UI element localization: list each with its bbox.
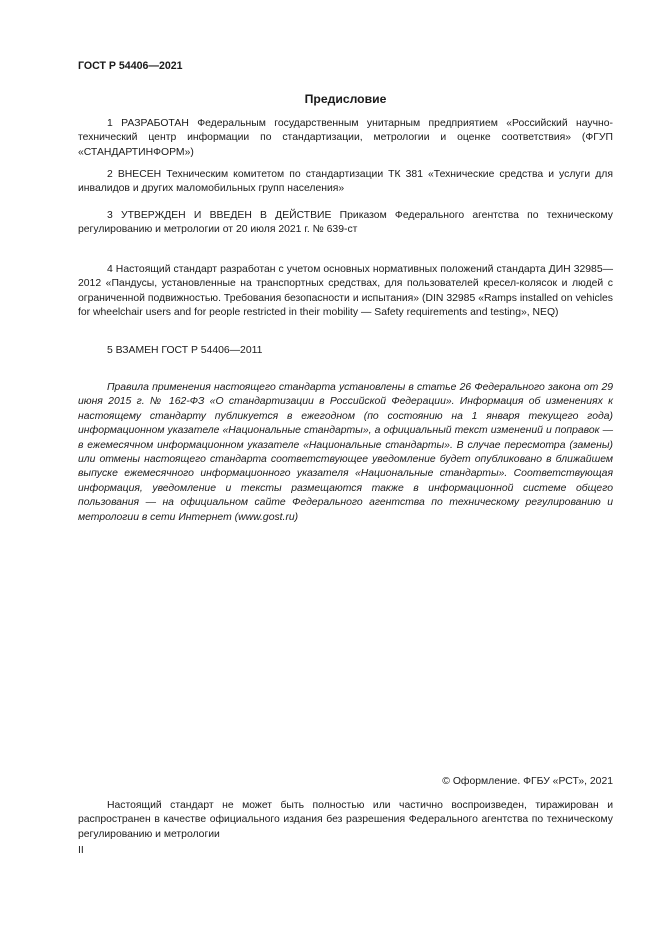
foreword-item-5: 5 ВЗАМЕН ГОСТ Р 54406—2011 [107,345,263,356]
copyright-line: © Оформление. ФГБУ «РСТ», 2021 [442,776,613,787]
application-rules-notice: Правила применения настоящего стандарта установлены в статье 26 Федерального закона от 29 июня 2015 г. № 162-ФЗ «О стандартизации в Российской Федерации». Информация об изменениях к настоящему стандарту публикуется в ежегодном (по состоянию на 1 января текущего года) информационном указателе «Национальные стандарты», а официальный текст изменений и поправок — в ежемесячном информационном указателе «Национальные стандарты». В случае пересмотра (замены) или отмены настоящего стандарта соответствующее уведомление будет опубликовано в ближайшем выпуске ежемесячного информационного указателя «Национальные стандарты». Соответствующая информация, уведомление и тексты размещаются также в информационной системе общего пользования — на официальном сайте Федерального агентства по техническому регулированию и метрологии в сети Интернет (www.gost.ru) [78,382,613,523]
foreword-item-3: 3 УТВЕРЖДЕН И ВВЕДЕН В ДЕЙСТВИЕ Приказом Федерального агентства по техническому регулированию и метрологии от 20 июля 2021 г. № 639-ст [78,210,613,236]
reproduction-rights-notice: Настоящий стандарт не может быть полностью или частично воспроизведен, тиражирован и распространен в качестве официального издания без разрешения Федерального агентства по техническому регулированию и метрологии [78,800,613,840]
standard-code-header: ГОСТ Р 54406—2021 [78,60,183,72]
page-title: Предисловие [304,92,387,106]
foreword-item-2: 2 ВНЕСЕН Техническим комитетом по стандартизации ТК 381 «Технические средства и услуги для инвалидов и других маломобильных групп населения» [78,169,613,195]
page-number: II [78,845,84,856]
foreword-item-1: 1 РАЗРАБОТАН Федеральным государственным унитарным предприятием «Российский научно-технический центр информации по стандартизации, метрологии и оценке соответствия» (ФГУП «СТАНДАРТИНФОРМ») [78,118,613,158]
foreword-item-4: 4 Настоящий стандарт разработан с учетом основных нормативных положений стандарта ДИН 32985—2012 «Пандусы, установленные на транспортных средствах, для пользователей кресел-колясок и людей с ограниченной подвижностью. Требования безопасности и испытания» (DIN 32985 «Ramps installed on vehicles for wheelchair users and for people restricted in their mobility — Safety requirements and testing», NEQ) [78,264,613,319]
